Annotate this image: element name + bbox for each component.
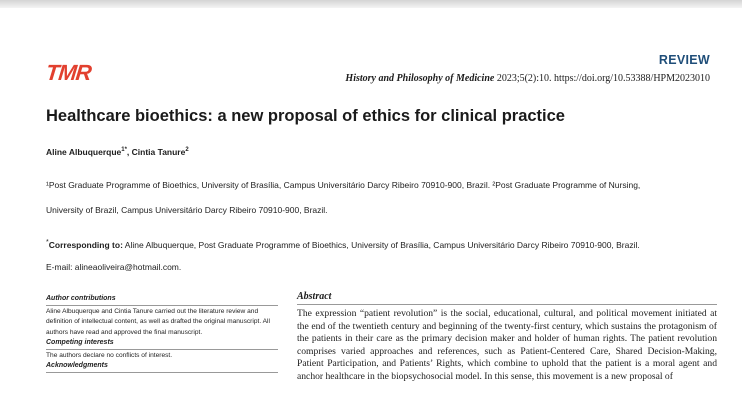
divider (46, 372, 278, 373)
window-top-bar (0, 0, 742, 8)
article-type-label: REVIEW (658, 53, 710, 67)
author-name: Aline Albuquerque (46, 147, 122, 157)
correspondence-email[interactable]: E-mail: alineaoliveira@hotmail.com. (46, 262, 182, 272)
divider (46, 349, 278, 350)
article-title: Healthcare bioethics: a new proposal of ethics for clinical practice (46, 107, 565, 125)
author-separator: , (126, 147, 132, 157)
journal-logo: TMR (44, 60, 93, 85)
author-name: Cintia Tanure (131, 147, 186, 157)
abstract-text: The expression “patient revolution” is the social, educational, cultural, and political movement initiated at the end of the twentieth century and beginning of the twenty-first century, which sustains the protagonism of the patients in their care as the primary decision maker and holder of human rights. The patient revolution comprises varied approaches and references, such as Patient-Centered Care, Shared Decision-Making, Patient Participation, and Patients’ Rights, which combine to uphold that the patient is a moral agent and anchor healthcare in the biopsychosocial model. In this sense, this movement is a new proposal of (297, 308, 717, 382)
author-superscript: 2 (185, 147, 189, 154)
author-list (46, 147, 189, 157)
abstract-column (297, 291, 717, 383)
affiliation-line: ¹Post Graduate Programme of Bioethics, University of Brasília, Campus Universitário Darcy Ribeiro 70910-900, Brazil. ²Post Graduate Programme of Nursing, (46, 180, 641, 190)
sidebar-column (46, 294, 278, 374)
competing-interests-text: The authors declare no conflicts of interest. (46, 352, 173, 360)
divider (46, 305, 278, 306)
journal-name: History and Philosophy of Medicine (345, 73, 495, 84)
competing-interests-heading: Competing interests (46, 338, 114, 346)
correspondence-marker: * (46, 238, 49, 246)
correspondence-label: Corresponding to: (48, 239, 123, 250)
affiliation-line: University of Brazil, Campus Universitário Darcy Ribeiro 70910-900, Brazil. (46, 205, 328, 215)
acknowledgments-heading: Acknowledgments (46, 362, 108, 370)
citation-details[interactable]: 2023;5(2):10. https://doi.org/10.53388/HPM2023010 (494, 73, 710, 84)
abstract-heading: Abstract (297, 291, 332, 302)
author-superscript: 1* (121, 147, 127, 154)
contributions-text: Aline Albuquerque and Cintia Tanure carried out the literature review and definition of intellectual content, as well as drafted the original manuscript. All authors have read and approved the final manuscript. (46, 308, 270, 336)
divider (297, 304, 717, 305)
journal-citation (345, 73, 710, 84)
correspondence (46, 238, 640, 250)
correspondence-text: Aline Albuquerque, Post Graduate Programme of Bioethics, University of Brasília, Campus Universitário Darcy Ribeiro 70910-900, Brazil. (122, 239, 640, 250)
contributions-heading: Author contributions (46, 295, 116, 302)
